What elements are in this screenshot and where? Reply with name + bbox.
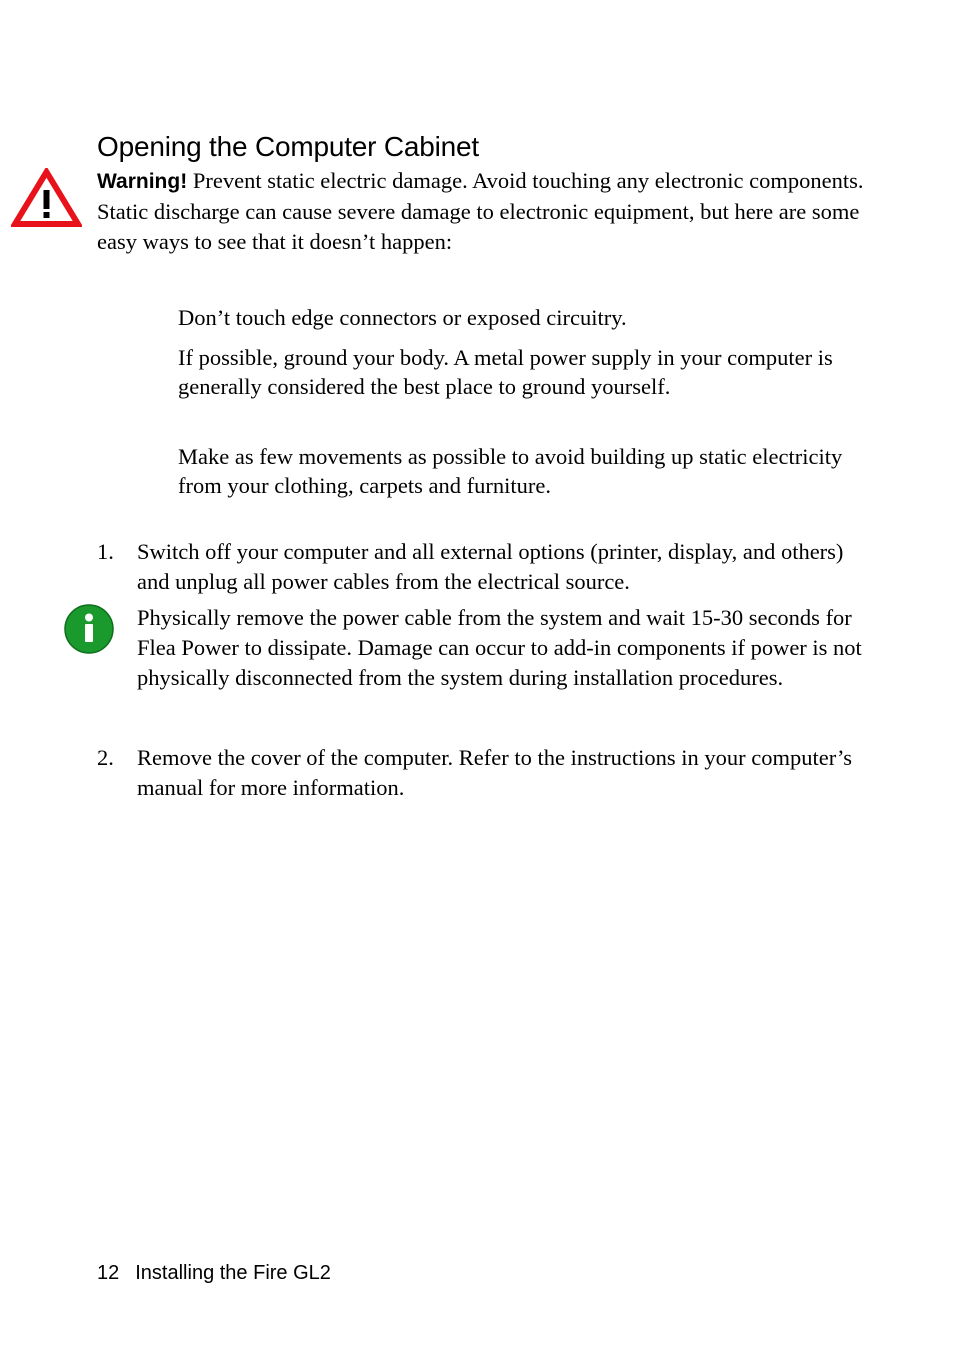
section-title: Opening the Computer Cabinet: [97, 130, 479, 162]
note-text: Physically remove the power cable from the system and wait 15-30 seconds for Flea Power to dissipate. Damage can occur to add-in components if power is not physically disconnected from the system during installation procedures.: [137, 605, 862, 690]
precaution-item: If possible, ground your body. A metal power supply in your computer is generally considered the best place to ground yourself.: [178, 345, 833, 399]
info-icon: [63, 603, 115, 655]
page-footer: [97, 1262, 331, 1285]
page-number: 12: [97, 1262, 120, 1284]
warning-text: Prevent static electric damage. Avoid touching any electronic components. Static discharge can cause severe damage to electronic equipment, but here are some easy ways to see that it doesn’t happen:: [97, 168, 864, 254]
warning-label: Warning!: [97, 170, 188, 193]
warning-paragraph: [97, 166, 867, 257]
step-text: Remove the cover of the computer. Refer to the instructions in your computer’s manual for more information.: [137, 745, 853, 800]
step-number: 2.: [97, 745, 114, 770]
warning-triangle-icon: [11, 168, 82, 228]
precaution-item: Make as few movements as possible to avoid building up static electricity from your clothing, carpets and furniture.: [178, 444, 843, 498]
step-number: 1.: [97, 539, 114, 564]
footer-title: Installing the Fire GL2: [135, 1262, 331, 1284]
step-text: Switch off your computer and all external options (printer, display, and others) and unplug all power cables from the electrical source.: [137, 539, 844, 594]
precaution-item: Don’t touch edge connectors or exposed circuitry.: [178, 305, 627, 330]
